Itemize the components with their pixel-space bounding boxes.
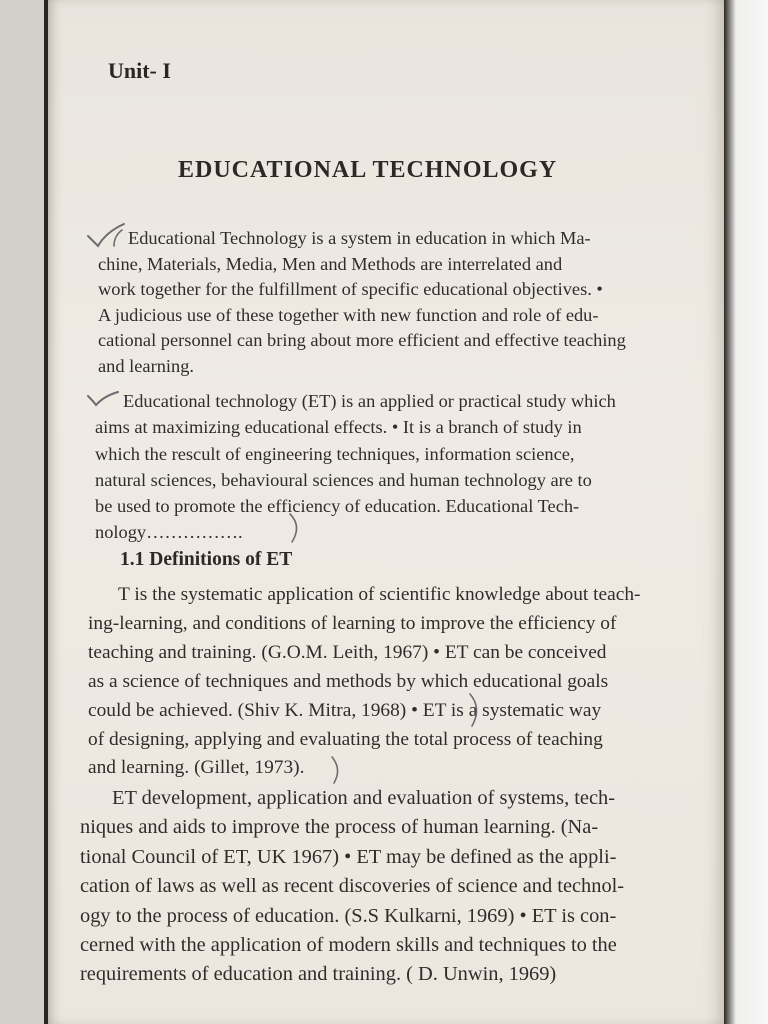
text-line: work together for the fulfillment of specific educational objectives. • <box>98 279 603 300</box>
text-line: teaching and training. (G.O.M. Leith, 1967) • ET can be conceived <box>88 641 607 663</box>
text-line: and learning. (Gillet, 1973). <box>88 757 305 779</box>
text-line: Educational technology (ET) is an applied or practical study which <box>123 391 616 411</box>
text-line: Educational Technology is a system in education in which Ma- <box>128 228 591 248</box>
text-line: as a science of techniques and methods by which educational goals <box>88 670 609 692</box>
text-line: requirements of education and training. ( D. Unwin, 1969) <box>80 963 557 986</box>
paragraph-applied-study <box>95 388 616 546</box>
text-line: which the rescult of engineering techniques, information science, <box>95 443 575 464</box>
paragraph-definitions-continued <box>80 784 624 990</box>
pencil-check-icon <box>84 390 124 410</box>
paragraph-intro <box>98 226 626 380</box>
text-line: A judicious use of these together with new function and role of edu- <box>98 304 599 325</box>
text-line: cational personnel can bring about more efficient and effective teaching <box>98 330 626 351</box>
pencil-check-icon <box>84 222 134 252</box>
text-line: ogy to the process of education. (S.S Kulkarni, 1969) • ET is con- <box>80 904 617 927</box>
text-line: tional Council of ET, UK 1967) • ET may be defined as the appli- <box>80 845 617 868</box>
text-line: natural sciences, behavioural sciences and human technology are to <box>95 469 592 490</box>
paragraph-definitions <box>88 581 641 783</box>
text-line: be used to promote the efficiency of education. Educational Tech- <box>95 496 580 517</box>
pencil-bracket-icon <box>284 512 308 544</box>
pencil-bracket-icon <box>466 692 488 728</box>
unit-label: Unit- I <box>108 58 171 83</box>
pencil-bracket-icon <box>328 755 350 785</box>
text-line: could be achieved. (Shiv K. Mitra, 1968) • ET is a systematic way <box>88 699 602 721</box>
text-line: niques and aids to improve the process of human learning. (Na- <box>80 816 599 839</box>
text-line: nology……………. <box>95 522 243 543</box>
text-line: cerned with the application of modern skills and techniques to the <box>80 934 617 957</box>
text-line: cation of laws as well as recent discoveries of science and technol- <box>80 875 625 898</box>
text-line: ET development, application and evaluation of systems, tech- <box>112 787 616 809</box>
text-line: chine, Materials, Media, Men and Methods are interrelated and <box>98 253 563 274</box>
chapter-title: EDUCATIONAL TECHNOLOGY <box>178 157 558 183</box>
text-line: aims at maximizing educational effects. • It is a branch of study in <box>95 417 582 438</box>
text-line: ing-learning, and conditions of learning to improve the efficiency of <box>88 612 617 634</box>
text-line: T is the systematic application of scientific knowledge about teach- <box>118 584 641 605</box>
text-line: of designing, applying and evaluating the total process of teaching <box>88 728 603 750</box>
section-heading: 1.1 Definitions of ET <box>120 549 293 570</box>
text-line: and learning. <box>98 355 195 376</box>
